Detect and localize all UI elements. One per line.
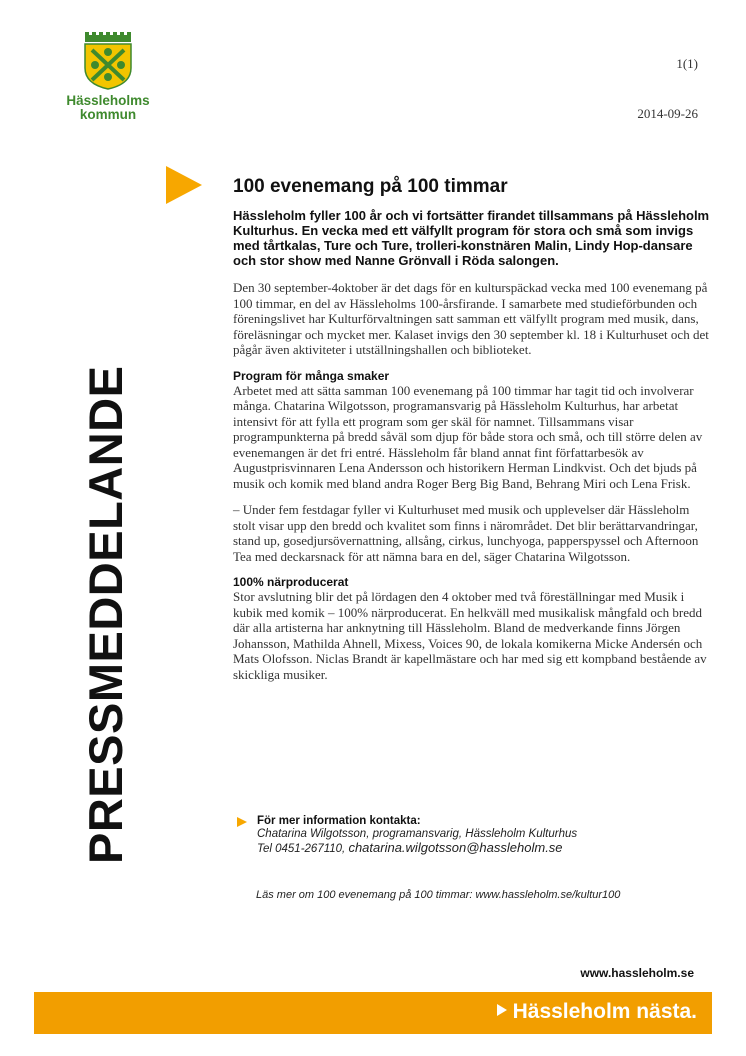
contact-person: Chatarina Wilgotsson, programansvarig, Hässleholm Kulturhus <box>257 828 578 840</box>
contact-email[interactable]: chatarina.wilgotsson@hassleholm.se <box>348 840 563 855</box>
municipality-logo <box>58 30 158 122</box>
contact-title: För mer information kontakta: <box>257 815 421 827</box>
website-link[interactable]: www.hassleholm.se <box>580 966 694 980</box>
article <box>233 176 713 693</box>
paragraph-1: Den 30 september-4oktober är det dags för en kulturspäckad vecka med 100 evenemang på 100 timmar, en del av Hässleholms 100-årsfirande. I samarbete med studieförbunden och föreningslivet har Kulturförvaltningen satt samman ett välfyllt program med musik, dans, föreläsningar och mycket mer. Kalaset invigs den 30 september kl. 18 i Kulturhuset och det pågår även aktiviteter i utställningshallen och biblioteket. <box>233 280 709 357</box>
document-date: 2014-09-26 <box>637 106 698 121</box>
slogan <box>497 1000 697 1024</box>
play-arrow-icon <box>497 1004 507 1016</box>
small-arrow-icon <box>237 817 247 827</box>
slogan-text: Hässleholm nästa. <box>512 1000 697 1023</box>
subheading-local: 100% närproducerat <box>233 575 349 589</box>
paragraph-4: Stor avslutning blir det på lördagen den 4 oktober med två föreställningar med Musik i kubik med komik – 100% närproducerat. En helkväll med musikalisk mångfald och bredd där alla artisterna har anknytning till Hässleholm. Bland de medverkande finns Jörgen Johansson, Mathilda Ahnell, Mixess, Voices 90, de lokala komikerna Micke Andersén och Mats Olofsson. Niclas Brandt är kapellmästare och har med sig ett kompband bestående av skickliga musiker. <box>233 589 707 682</box>
paragraph-3: – Under fem festdagar fyller vi Kulturhuset med musik och upplevelser där Hässleholm stolt visar upp den bredd och kvalitet som finns i närområdet. Det blir berättarvandringar, stand up, gosedjursövernattning, allsång, cirkus, lunchyoga, papperspyssel och Afternoon Tea med deckarsnack för att nämna bara en del, säger Chatarina Wilgotsson. <box>233 502 699 564</box>
footer-banner <box>34 992 712 1034</box>
contact-phone: Tel 0451-267110, <box>257 843 346 855</box>
orange-arrow-icon <box>166 166 202 204</box>
subheading-program: Program för många smaker <box>233 368 390 383</box>
coat-of-arms-icon <box>82 30 134 90</box>
contact-block <box>238 815 577 856</box>
logo-line-1: Hässleholms <box>66 93 150 108</box>
paragraph-2: Arbetet med att sätta samman 100 evenemang på 100 timmar har tagit tid och involverar många. Chatarina Wilgotsson, programansvarig på Hässleholm Kulturhus, har arbetat intensivt för att fylla ett program som ger skäl för namnet. Tillsammans visar programpunkterna på bredd såväl som djup för både stora och små, och till större delen av evenemangen är det fri entré. Hässleholm får bland annat fint författarbesök av Augustprisvinnaren Lena Andersson och historikern Herman Lindkvist. Och det bjuds på musik och komik med bland andra Roger Berg Big Band, Behrang Miri och Lena Frisk. <box>233 382 703 491</box>
page-number: 1(1) <box>676 56 698 71</box>
article-title: 100 evenemang på 100 timmar <box>233 176 508 197</box>
logo-line-2: kommun <box>79 107 137 122</box>
read-more-link[interactable]: Läs mer om 100 evenemang på 100 timmar: www.hassleholm.se/kultur100 <box>256 889 621 901</box>
press-release-label: PRESSMEDDELANDE <box>79 365 132 864</box>
article-lead: Hässleholm fyller 100 år och vi fortsätter firandet tillsammans på Hässleholm Kulturhus. En vecka med ett välfyllt program för stora och små som invigs med tårtkalas, Ture och Ture, trolleri-konstnären Malin, Lindy Hop-dansare och stor show med Nanne Grönvall i Röda salongen. <box>233 208 710 268</box>
